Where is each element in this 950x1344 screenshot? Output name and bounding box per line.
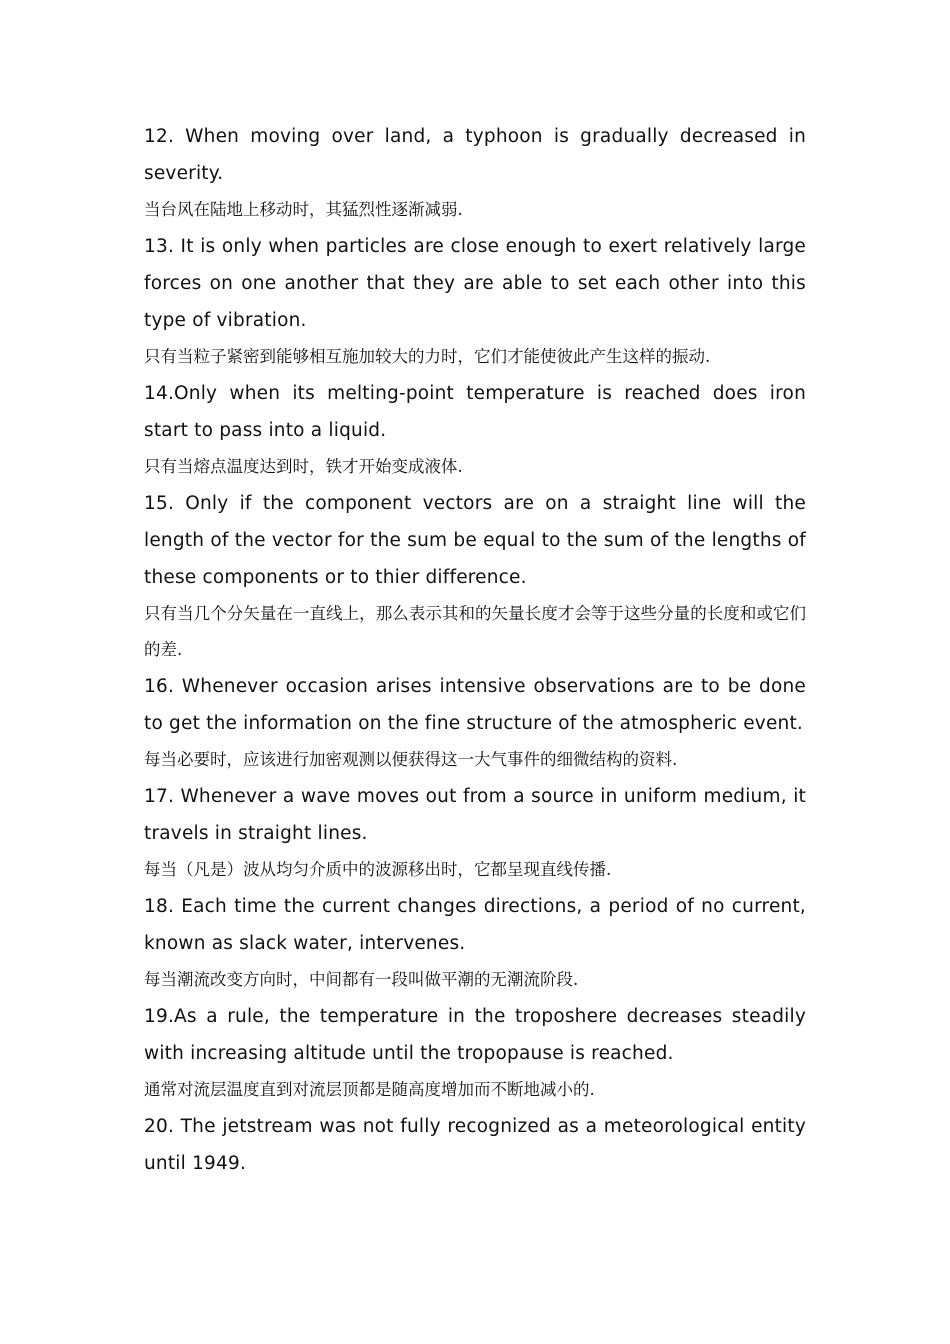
sentence-19-en: 19.As a rule, the temperature in the troposhere decreases steadily with increasing altitude until the tropopause is reached. <box>144 1006 806 1064</box>
sentence-12-zh: 当台风在陆地上移动时，其猛烈性逐渐减弱. <box>144 200 463 219</box>
sentence-16-en: 16. Whenever occasion arises intensive observations are to be done to get the information on the fine structure of the atmospheric event. <box>144 676 806 734</box>
sentence-17-en: 17. Whenever a wave moves out from a source in uniform medium, it travels in straight lines. <box>144 786 806 844</box>
sentence-13-en: 13. It is only when particles are close enough to exert relatively large forces on one another that they are able to set each other into this type of vibration. <box>144 236 806 331</box>
sentence-13-zh: 只有当粒子紧密到能够相互施加较大的力时，它们才能使彼此产生这样的振动. <box>144 347 711 366</box>
sentence-15-zh: 只有当几个分矢量在一直线上，那么表示其和的矢量长度才会等于这些分量的长度和或它们的差. <box>144 604 806 659</box>
sentence-14-zh: 只有当熔点温度达到时，铁才开始变成液体. <box>144 457 463 476</box>
sentence-19-zh: 通常对流层温度直到对流层顶都是随高度增加而不断地减小的. <box>144 1080 595 1099</box>
sentence-18-en: 18. Each time the current changes directions, a period of no current, known as slack water, intervenes. <box>144 896 806 954</box>
sentence-15-en: 15. Only if the component vectors are on a straight line will the length of the vector for the sum be equal to the sum of the lengths of these components or to thier difference. <box>144 493 806 588</box>
sentence-17-zh: 每当（凡是）波从均匀介质中的波源移出时，它都呈现直线传播. <box>144 860 612 879</box>
sentence-14-en: 14.Only when its melting-point temperature is reached does iron start to pass into a liquid. <box>144 383 806 441</box>
sentence-12-en: 12. When moving over land, a typhoon is gradually decreased in severity. <box>144 126 806 184</box>
sentence-18-zh: 每当潮流改变方向时，中间都有一段叫做平潮的无潮流阶段. <box>144 970 579 989</box>
document-page <box>144 118 806 1182</box>
sentence-20-en: 20. The jetstream was not fully recognized as a meteorological entity until 1949. <box>144 1116 806 1174</box>
sentence-16-zh: 每当必要时，应该进行加密观测以便获得这一大气事件的细微结构的资料. <box>144 750 678 769</box>
